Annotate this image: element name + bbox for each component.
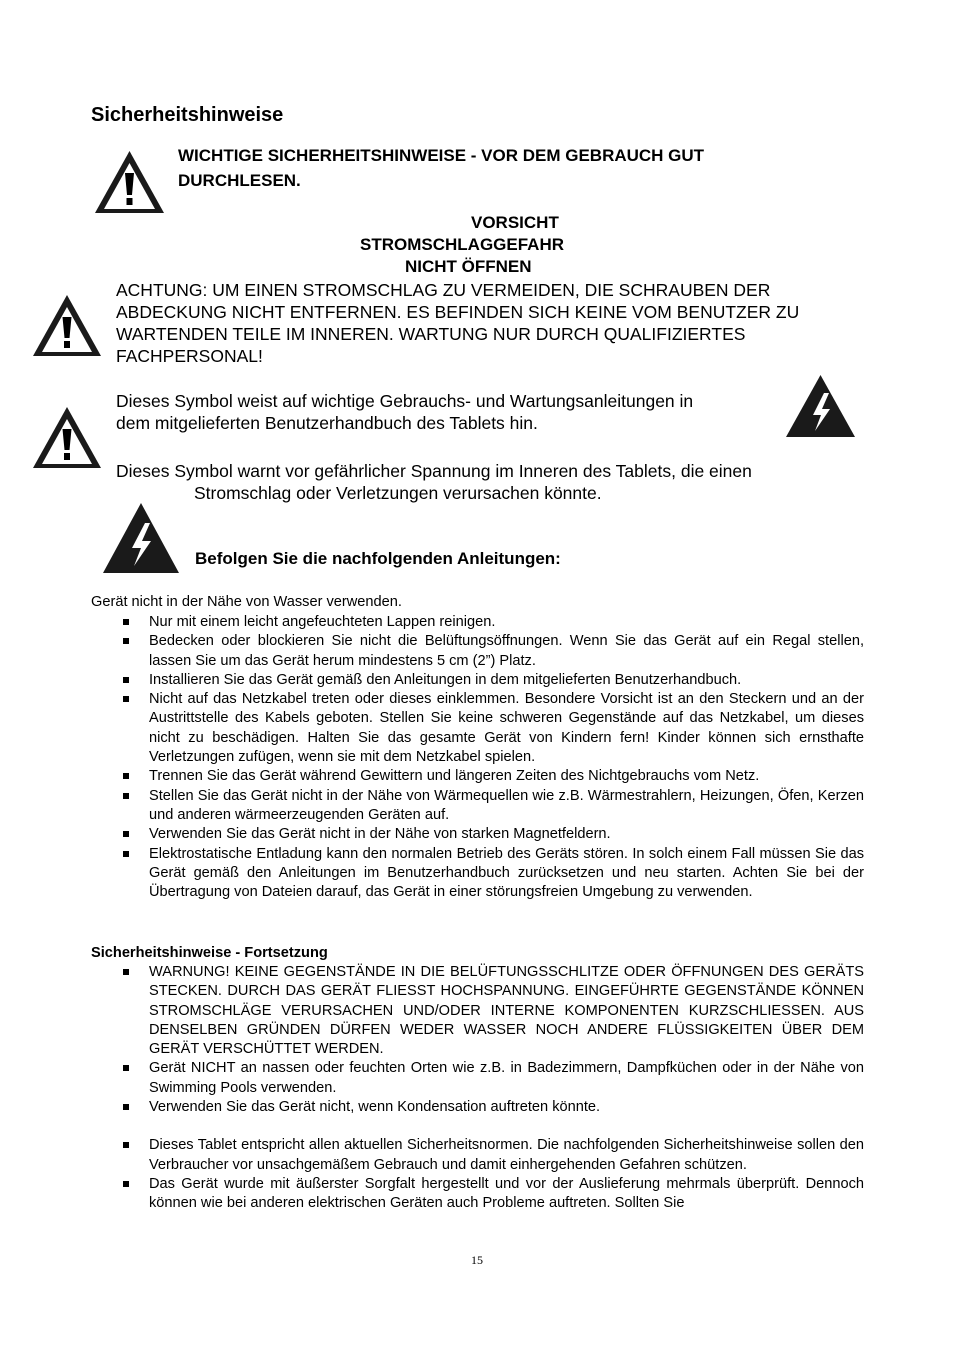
page-number: 15	[471, 1253, 483, 1267]
symbol-1-description: Dieses Symbol weist auf wichtige Gebrauchs- und Wartungsanleitungen in dem mitgelieferten Benutzerhandbuch des Tablets hin.	[116, 391, 694, 433]
list-item: Gerät NICHT an nassen oder feuchten Orten wie z.B. in Badezimmern, Dampfküchen oder in der Nähe von Swimming Pools verwenden.	[120, 1059, 864, 1098]
list-item: Verwenden Sie das Gerät nicht in der Nähe von starken Magnetfeldern.	[120, 825, 864, 844]
list-item: Trennen Sie das Gerät während Gewittern und längeren Zeiten des Nichtgebrauchs vom Netz.	[120, 767, 864, 786]
list-item: Installieren Sie das Gerät gemäß den Anleitungen in dem mitgelieferten Benutzerhandbuch.	[120, 671, 864, 690]
follow-instructions-heading: Befolgen Sie die nachfolgenden Anleitungen:	[195, 549, 561, 568]
caution-line-1: VORSICHT	[471, 213, 559, 232]
page-title: Sicherheitshinweise	[91, 104, 284, 126]
exclamation-warning-icon	[31, 293, 103, 358]
list-item: Dieses Tablet entspricht allen aktuellen Sicherheitsnormen. Die nachfolgenden Sicherheitshinweise sollen den Verbraucher vor unsachgemäßem Gebrauch und damit einhergehenden Gefahren schützen.	[120, 1136, 864, 1175]
list-item: Nicht auf das Netzkabel treten oder dieses einklemmen. Besondere Vorsicht ist an den Steckern und an der Austrittstelle des Kabels geboten. Stellen Sie keine schweren Gegenstände auf das Netzkabel, um dieses nicht zu beschädigen. Halten Sie das gesamte Gerät von Kindern fern! Kinder können sich ernsthafte Verletzungen zufügen, wenn sie mit dem Netzkabel spielen.	[120, 690, 864, 767]
list-item: Bedecken oder blockieren Sie nicht die Belüftungsöffnungen. Wenn Sie das Gerät auf ein Regal stellen, lassen Sie um das Gerät herum mindestens 5 cm (2”) Platz.	[120, 632, 864, 671]
symbol-2-description: Dieses Symbol warnt vor gefährlicher Spannung im Inneren des Tablets, die einen Stromschlag oder Verletzungen verursachen könnte.	[116, 461, 752, 503]
continued-list	[120, 963, 864, 1214]
caution-line-3: NICHT ÖFFNEN	[405, 257, 532, 276]
continued-heading: Sicherheitshinweise - Fortsetzung	[91, 945, 328, 961]
water-note: Gerät nicht in der Nähe von Wasser verwenden.	[91, 594, 402, 610]
list-item: WARNUNG! KEINE GEGENSTÄNDE IN DIE BELÜFTUNGSSCHLITZE ODER ÖFFNUNGEN DES GERÄTS STECKEN. DURCH DAS GERÄT FLIESST HOCHSPANNUNG. EINGEFÜHRTE GEGENSTÄNDE KÖNNEN STROMSCHLÄGE VERURSACHEN UND/ODER INTERNE KOMPONENTEN KURZSCHLIESSEN. AUS DENSELBEN GRÜNDEN DÜRFEN WEDER WASSER NOCH ANDERE FLÜSSIGKEITEN ÜBER DEM GERÄT VERSCHÜTTET WERDEN.	[120, 963, 864, 1059]
important-heading: WICHTIGE SICHERHEITSHINWEISE - VOR DEM GEBRAUCH GUT DURCHLESEN.	[178, 146, 705, 190]
list-item: Elektrostatische Entladung kann den normalen Betrieb des Geräts stören. In solch einem Fall müssen Sie das Gerät gemäß den Anleitungen im Benutzerhandbuch zurücksetzen und neu starten. Achten Sie bei der Übertragung von Dateien darauf, das Gerät in einer störungsfreien Umgebung zu verwenden.	[120, 845, 864, 903]
attention-text: ACHTUNG: UM EINEN STROMSCHLAG ZU VERMEIDEN, DIE SCHRAUBEN DER ABDECKUNG NICHT ENTFERNEN. ES BEFINDEN SICH KEINE VOM BENUTZER ZU WARTENDEN TEILE IM INNEREN. WARTUNG NUR DURCH QUALIFIZIERTES FACHPERSONAL!	[116, 280, 800, 366]
caution-line-2: STROMSCHLAGGEFAHR	[360, 235, 564, 254]
list-item: Das Gerät wurde mit äußerster Sorgfalt hergestellt und vor der Auslieferung mehrmals überprüft. Dennoch können wie bei anderen elektrischen Geräten auch Probleme auftreten. Sollten Sie	[120, 1175, 864, 1214]
list-item: Stellen Sie das Gerät nicht in der Nähe von Wärmequellen wie z.B. Wärmestrahlern, Heizungen, Öfen, Kerzen und anderen wärmeerzeugenden Geräten auf.	[120, 787, 864, 826]
lightning-warning-icon	[784, 373, 857, 439]
list-item: Nur mit einem leicht angefeuchteten Lappen reinigen.	[120, 613, 864, 632]
instruction-list	[120, 613, 864, 902]
lightning-warning-icon	[101, 501, 181, 575]
exclamation-warning-icon	[93, 149, 166, 215]
exclamation-warning-icon	[31, 405, 103, 470]
list-item: Verwenden Sie das Gerät nicht, wenn Kondensation auftreten könnte.	[120, 1098, 864, 1117]
